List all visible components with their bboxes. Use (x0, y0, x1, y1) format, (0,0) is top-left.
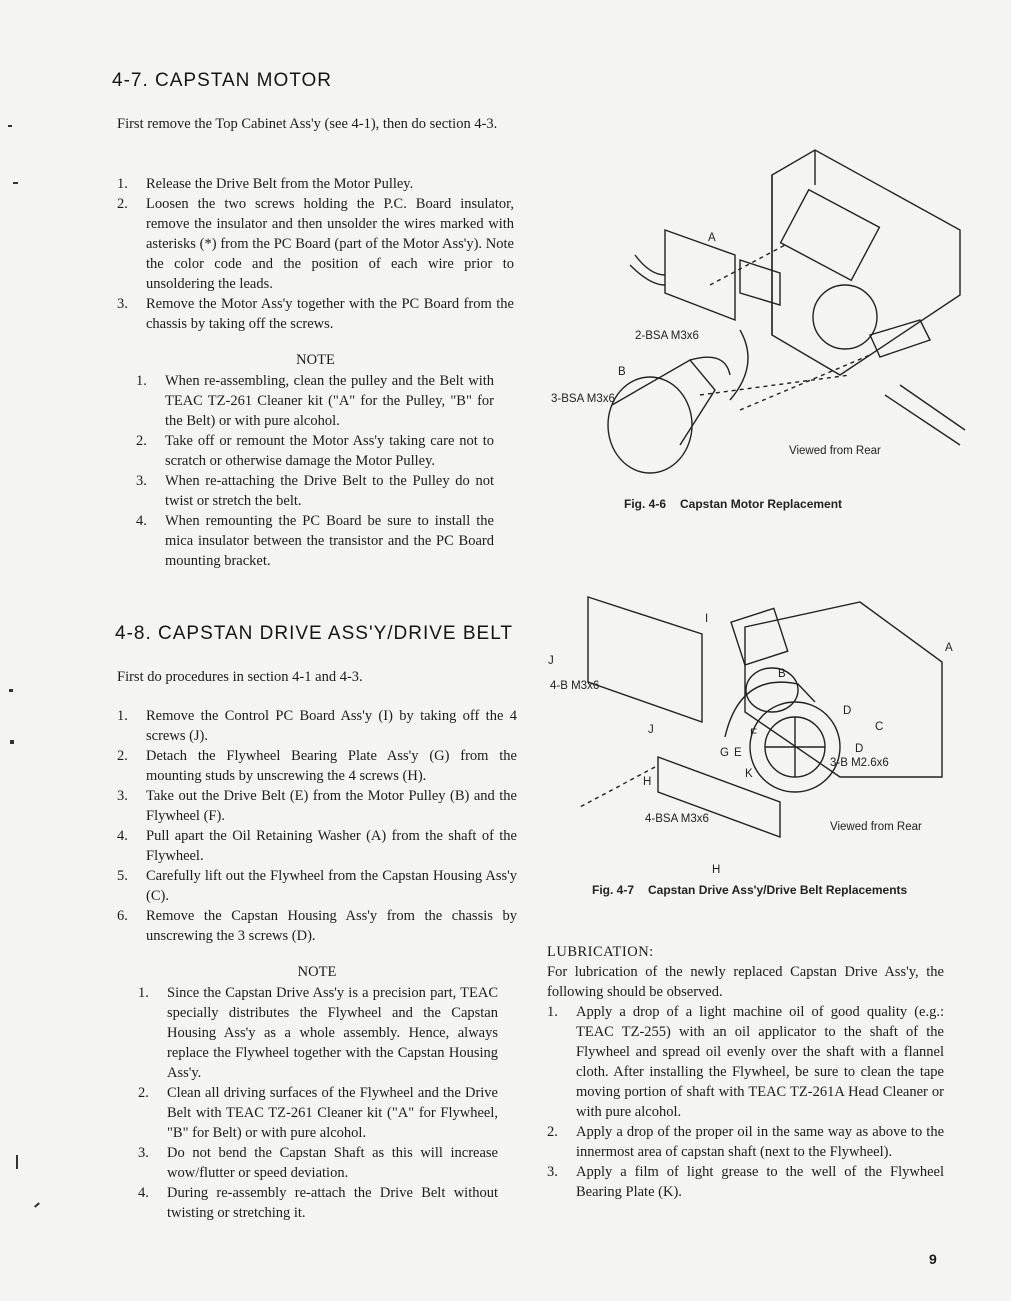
figure-number: Fig. 4-6 (624, 497, 667, 511)
section-4-8-intro (117, 667, 517, 687)
label-c: C (875, 721, 884, 733)
capstan-drive-diagram (540, 562, 970, 874)
lubrication-title: LUBRICATION: (547, 944, 654, 960)
section-4-7-notes (136, 371, 494, 571)
note-item: 1. Since the Capstan Drive Ass'y is a precision part, TEAC specially distributes the Flywheel and the Capstan Housing Ass'y as a whole assembly. Hence, always replace the Flywheel together with the Capstan Housing Ass'y. (138, 985, 498, 1081)
step-item: 4. Pull apart the Oil Retaining Washer (A) from the shaft of the Flywheel. (117, 828, 517, 864)
pc-board (665, 230, 735, 320)
edge-mark (34, 1202, 40, 1207)
step-item: 1. Remove the Control PC Board Ass'y (I) by taking off the 4 screws (J). (117, 708, 517, 744)
label-b: B (618, 366, 626, 378)
step-item: 3. Apply a film of light grease to the well of the Flywheel Bearing Plate (K). (547, 1164, 944, 1200)
step-item: 1. Release the Drive Belt from the Motor Pulley. (117, 176, 414, 192)
label-screw-2bsa: 2-BSA M3x6 (635, 330, 699, 342)
step-item: 1. Apply a drop of a light machine oil of good quality (e.g.: TEAC TZ-255) with an oil applicator to the shaft of the Flywheel and spread oil evenly over the shaft with a flannel cloth. After installing the Flywheel, be sure to clean the tape moving portion of shaft with TEAC TZ-261A Head Cleaner or with pure alcohol. (547, 1004, 944, 1120)
section-4-8-steps (117, 706, 517, 946)
section-title: 4-7. CAPSTAN MOTOR (112, 70, 332, 91)
label-j1: J (548, 655, 554, 667)
motor-bracket (781, 190, 880, 281)
fig-4-6-caption (624, 497, 842, 511)
step-item: 2. Detach the Flywheel Bearing Plate Ass'y (G) from the mounting studs by unscrewing the 4 screws (H). (117, 748, 517, 784)
label-k: K (745, 768, 753, 780)
motor-body (608, 377, 692, 473)
section-4-8-notes (138, 983, 498, 1223)
motor-mount (731, 608, 788, 665)
chassis-frame (745, 602, 942, 777)
label-screw-d: 3-B M2.6x6 (830, 757, 889, 769)
note-item: 2. Clean all driving surfaces of the Flywheel and the Drive Belt with TEAC TZ-261 Cleaner kit ("A" for Flywheel, "B" for Belt) or with pure alcohol. (138, 1085, 498, 1141)
chassis-strip (885, 385, 965, 445)
step-item: 2. Loosen the two screws holding the P.C. Board insulator, remove the insulator and then unsolder the wires marked with asterisks (*) from the PC Board (part of the Motor Ass'y). Note the color code and the position of each wire prior to unsoldering the leads. (117, 196, 514, 292)
label-a: A (945, 642, 953, 654)
section-4-7-intro (117, 114, 514, 134)
label-view: Viewed from Rear (789, 445, 881, 457)
control-pc-board (588, 597, 702, 722)
note-title: NOTE (296, 352, 335, 368)
section-4-8 (115, 623, 535, 645)
guide-lines (700, 245, 870, 410)
step-item: 3. Take out the Drive Belt (E) from the Motor Pulley (B) and the Flywheel (F). (117, 788, 517, 824)
label-d1: D (843, 705, 852, 717)
label-screw-h: 4-BSA M3x6 (645, 813, 709, 825)
label-view: Viewed from Rear (830, 821, 922, 833)
motor-casing (612, 360, 715, 445)
edge-mark (9, 689, 13, 692)
page-number: 9 (929, 1251, 937, 1267)
figure-title: Capstan Motor Replacement (680, 497, 843, 511)
note-item: 3. When re-attaching the Drive Belt to the Pulley do not twist or stretch the belt. (136, 473, 494, 509)
wires (630, 255, 665, 285)
chassis-edge (772, 150, 815, 335)
edge-mark (8, 125, 12, 127)
step-item: 3. Remove the Motor Ass'y together with the PC Board from the chassis by taking off the screws. (117, 296, 514, 332)
label-a: A (708, 232, 716, 244)
section-4-7-steps (117, 174, 514, 334)
note-item: 4. During re-assembly re-attach the Drive Belt without twisting or stretching it. (138, 1185, 498, 1221)
edge-mark (10, 740, 14, 744)
label-g: G (720, 747, 729, 759)
step-item: 2. Apply a drop of the proper oil in the same way as above to the innermost area of capstan shaft (next to the Flywheel). (547, 1124, 944, 1160)
label-e: E (734, 747, 742, 759)
lubrication-intro: For lubrication of the newly replaced Capstan Drive Ass'y, the following should be observed. (547, 964, 944, 1000)
edge-mark (13, 182, 18, 184)
note-item: 4. When remounting the PC Board be sure to install the mica insulator between the transistor and the PC Board mounting bracket. (136, 513, 494, 569)
motor-wire (730, 330, 748, 400)
bearing-plate (658, 757, 780, 837)
intro-text: First remove the Top Cabinet Ass'y (see 4-1), then do section 4-3. (117, 116, 498, 132)
note-item: 3. Do not bend the Capstan Shaft as this will increase wow/flutter or speed deviation. (138, 1145, 498, 1181)
section-4-7 (112, 70, 522, 92)
label-f: F (750, 728, 758, 740)
note-item: 1. When re-assembling, clean the pulley and the Belt with TEAC TZ-261 Cleaner kit ("A" for the Pulley, "B" for the Belt) or with pure alcohol. (136, 373, 494, 429)
step-item: 5. Carefully lift out the Flywheel from the Capstan Housing Ass'y (C). (117, 868, 517, 904)
figure-title: Capstan Drive Ass'y/Drive Belt Replacements (648, 883, 908, 897)
label-h2: H (712, 864, 721, 874)
chassis-hole (813, 285, 877, 349)
intro-text: First do procedures in section 4-1 and 4-3. (117, 669, 363, 685)
label-screw-j: 4-B M3x6 (550, 680, 600, 692)
fig-4-7-caption (592, 883, 907, 897)
edge-mark (16, 1155, 18, 1169)
label-screw-3bsa: 3-BSA M3x6 (551, 393, 615, 405)
step-item: 6. Remove the Capstan Housing Ass'y from the chassis by unscrewing the 3 screws (D). (117, 908, 517, 944)
motor-pulley (690, 357, 730, 375)
label-h1: H (643, 776, 652, 788)
section-title: 4-8. CAPSTAN DRIVE ASS'Y/DRIVE BELT (115, 623, 513, 644)
label-j2: J (648, 724, 654, 736)
note-title: NOTE (297, 964, 337, 980)
figure-number: Fig. 4-7 (592, 883, 635, 897)
note-item: 2. Take off or remount the Motor Ass'y taking care not to scratch or otherwise damage the Motor Pulley. (136, 433, 494, 469)
label-i: I (705, 613, 709, 625)
lubrication-steps (547, 1002, 944, 1202)
label-d2: D (855, 743, 864, 755)
insulator (740, 260, 780, 305)
capstan-motor-diagram (540, 145, 970, 490)
label-b: B (778, 668, 786, 680)
chassis-tab (870, 320, 930, 357)
